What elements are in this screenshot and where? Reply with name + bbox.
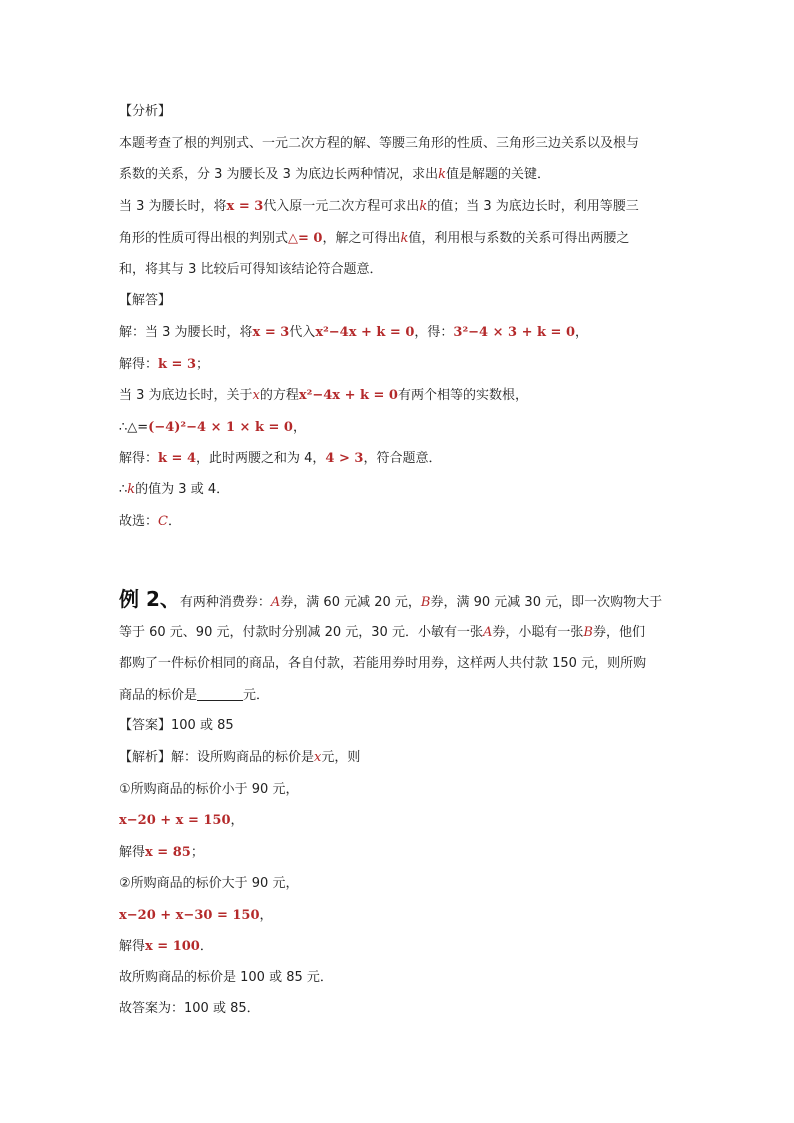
analysis-line-4: 角形的性质可得出根的判别式△= 0，解之可得出k值，利用根与系数的关系可得出两腰之 (119, 231, 630, 246)
final-answer: 故答案为：100 或 85． (119, 1001, 260, 1016)
example2-question-line-3: 都购了一件标价相同的商品，各自付款，若能用券时用券，这样两人共付款 150 元，则所购 (119, 656, 647, 671)
case-2-condition: ②所购商品的标价大于 90 元， (119, 876, 299, 891)
solution-line-5: 解得：k = 4，此时两腰之和为 4，4 > 3，符合题意． (119, 451, 442, 466)
example2-question-line-4: 商品的标价是 元． (119, 688, 270, 703)
solution-line-1: 解：当 3 为腰长时，将x = 3代入x²−4x + k = 0，得：3²−4 × 3 + k = 0， (119, 325, 589, 340)
case-1-result: 解得x = 85； (119, 845, 204, 860)
solution-line-6: ∴k的值为 3 或 4． (119, 482, 230, 497)
analysis-line-1: 本题考查了根的判别式、一元二次方程的解、等腰三角形的性质、三角形三边关系以及根与 (119, 136, 640, 151)
example-label: 例 2、 (119, 587, 180, 611)
answer-blank (197, 686, 243, 701)
case-2-equation: x−20 + x−30 = 150， (119, 908, 273, 923)
example2-solution-intro: 【解析】解：设所购商品的标价是x元，则 (119, 750, 361, 765)
example2-answer: 【答案】100 或 85 (119, 718, 234, 733)
solution-line-3: 当 3 为底边长时，关于x的方程x²−4x + k = 0有两个相等的实数根， (119, 388, 528, 403)
conclusion: 故所购商品的标价是 100 或 85 元． (119, 970, 333, 985)
analysis-line-3: 当 3 为腰长时，将x = 3代入原一元二次方程可求出k的值；当 3 为底边长时，利用等腰三 (119, 199, 639, 214)
analysis-heading: 【分析】 (119, 104, 172, 119)
example2-question-line-2: 等于 60 元、90 元，付款时分别减 20 元，30 元．小敏有一张A券，小聪有一张B券，他们 (119, 625, 645, 640)
case-1-condition: ①所购商品的标价小于 90 元， (119, 782, 299, 797)
solution-line-4: ∴△=(−4)²−4 × 1 × k = 0， (119, 420, 306, 435)
case-1-equation: x−20 + x = 150， (119, 813, 244, 828)
solution-line-2: 解得：k = 3； (119, 357, 210, 372)
analysis-line-5: 和，将其与 3 比较后可得知该结论符合题意． (119, 262, 383, 277)
analysis-line-2: 系数的关系，分 3 为腰长及 3 为底边长两种情况，求出k值是解题的关键． (119, 167, 550, 182)
case-2-result: 解得x = 100． (119, 939, 213, 954)
solution-heading: 【解答】 (119, 293, 172, 308)
solution-line-7: 故选：C． (119, 514, 181, 529)
example2-question-line-1: 例 2、有两种消费券：A券，满 60 元减 20 元，B券，满 90 元减 30 元，即一次购物大于 (119, 587, 663, 611)
